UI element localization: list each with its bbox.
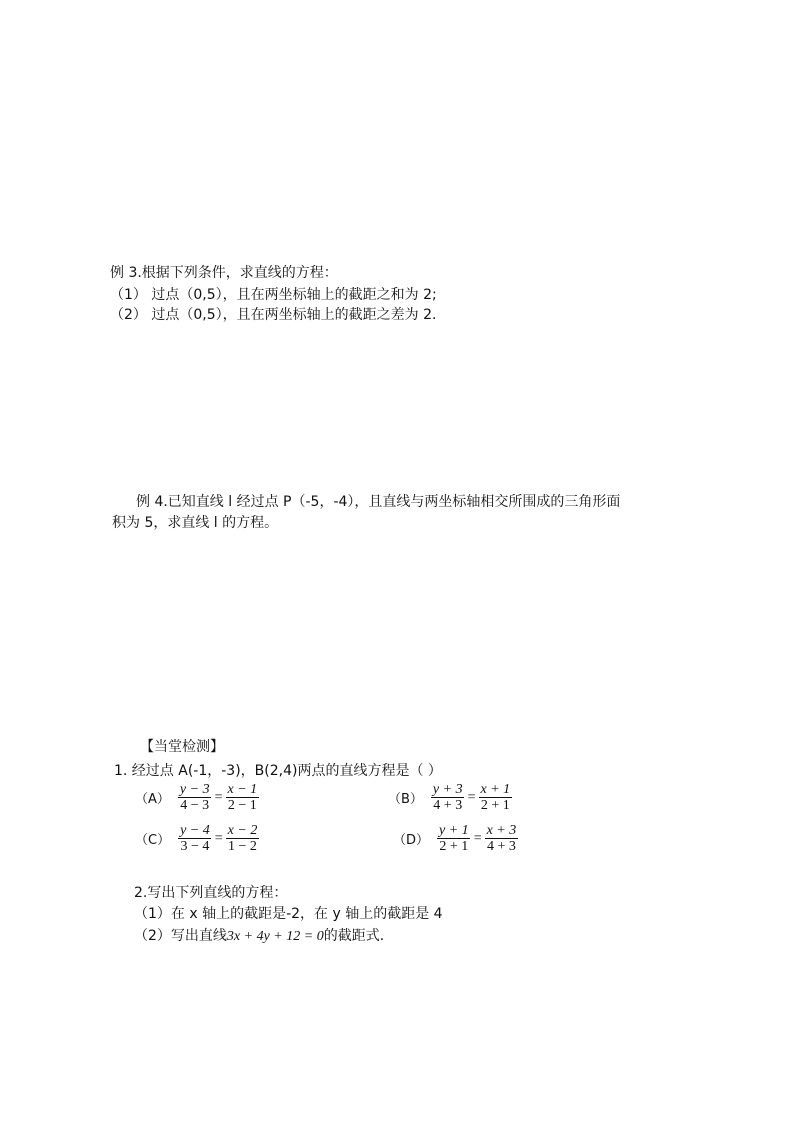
example4-line-1: 例 4.已知直线 l 经过点 P（-5，-4），且直线与两坐标轴相交所围成的三角形面 — [136, 494, 621, 510]
question-2-item-2 — [134, 927, 384, 946]
example3-item-1: （1） 过点（0,5），且在两坐标轴上的截距之和为 2; — [110, 287, 437, 303]
option-c-rhs — [226, 823, 260, 854]
option-a-lhs — [178, 782, 212, 813]
option-d-rhs-num: x + 3 — [486, 823, 517, 838]
example3-item-2: （2） 过点（0,5），且在两坐标轴上的截距之差为 2. — [110, 307, 437, 323]
question-1-stem: 1. 经过点 A(-1，-3)，B(2,4)两点的直线方程是（ ） — [114, 763, 442, 779]
question-2-item-1: （1）在 x 轴上的截距是-2，在 y 轴上的截距是 4 — [134, 906, 443, 922]
equals-sign: = — [214, 830, 223, 846]
option-d-rhs-den: 4 + 3 — [486, 839, 516, 854]
option-b-rhs-num: x + 1 — [480, 782, 511, 797]
equals-sign: = — [214, 789, 223, 805]
option-a-lhs-den: 4 − 3 — [180, 798, 210, 813]
option-d-lhs-den: 2 + 1 — [439, 839, 469, 854]
option-a-rhs-den: 2 − 1 — [227, 798, 257, 813]
option-c-rhs-den: 1 − 2 — [228, 839, 257, 854]
option-c-lhs-num: y − 4 — [180, 823, 210, 838]
option-a-label: （A） — [135, 792, 170, 807]
question-2-equation: 3x + 4y + 12 = 0 — [226, 929, 324, 944]
option-b-lhs — [431, 782, 465, 813]
option-b-lhs-num: y + 3 — [432, 782, 463, 797]
example3-title: 例 3.根据下列条件，求直线的方程： — [110, 265, 338, 281]
question-2-item-2-suffix: 的截距式. — [323, 928, 385, 944]
option-a-lhs-num: y − 3 — [179, 782, 210, 797]
option-c — [135, 823, 259, 854]
option-a-rhs-num: x − 1 — [227, 782, 258, 797]
option-d — [393, 823, 518, 854]
option-b — [388, 782, 512, 813]
check-heading: 【当堂检测】 — [140, 739, 224, 755]
option-a — [135, 782, 259, 813]
option-b-lhs-den: 4 + 3 — [433, 798, 463, 813]
option-b-label: （B） — [388, 792, 423, 807]
example4-line-2: 积为 5，求直线 l 的方程。 — [112, 515, 279, 531]
option-d-label: （D） — [393, 833, 430, 848]
option-b-rhs-den: 2 + 1 — [480, 798, 510, 813]
question-2-stem: 2.写出下列直线的方程： — [134, 885, 288, 901]
equals-sign: = — [467, 789, 476, 805]
option-d-lhs — [437, 823, 471, 854]
option-c-rhs-num: x − 2 — [227, 823, 258, 838]
equals-sign: = — [473, 830, 482, 846]
question-2-item-2-prefix: （2）写出直线 — [134, 928, 227, 944]
option-b-rhs — [479, 782, 513, 813]
option-d-lhs-num: y + 1 — [439, 823, 469, 838]
option-c-label: （C） — [135, 833, 171, 848]
option-a-rhs — [225, 782, 259, 813]
option-d-rhs — [485, 823, 519, 854]
option-c-lhs — [178, 823, 212, 854]
option-c-lhs-den: 3 − 4 — [180, 839, 210, 854]
